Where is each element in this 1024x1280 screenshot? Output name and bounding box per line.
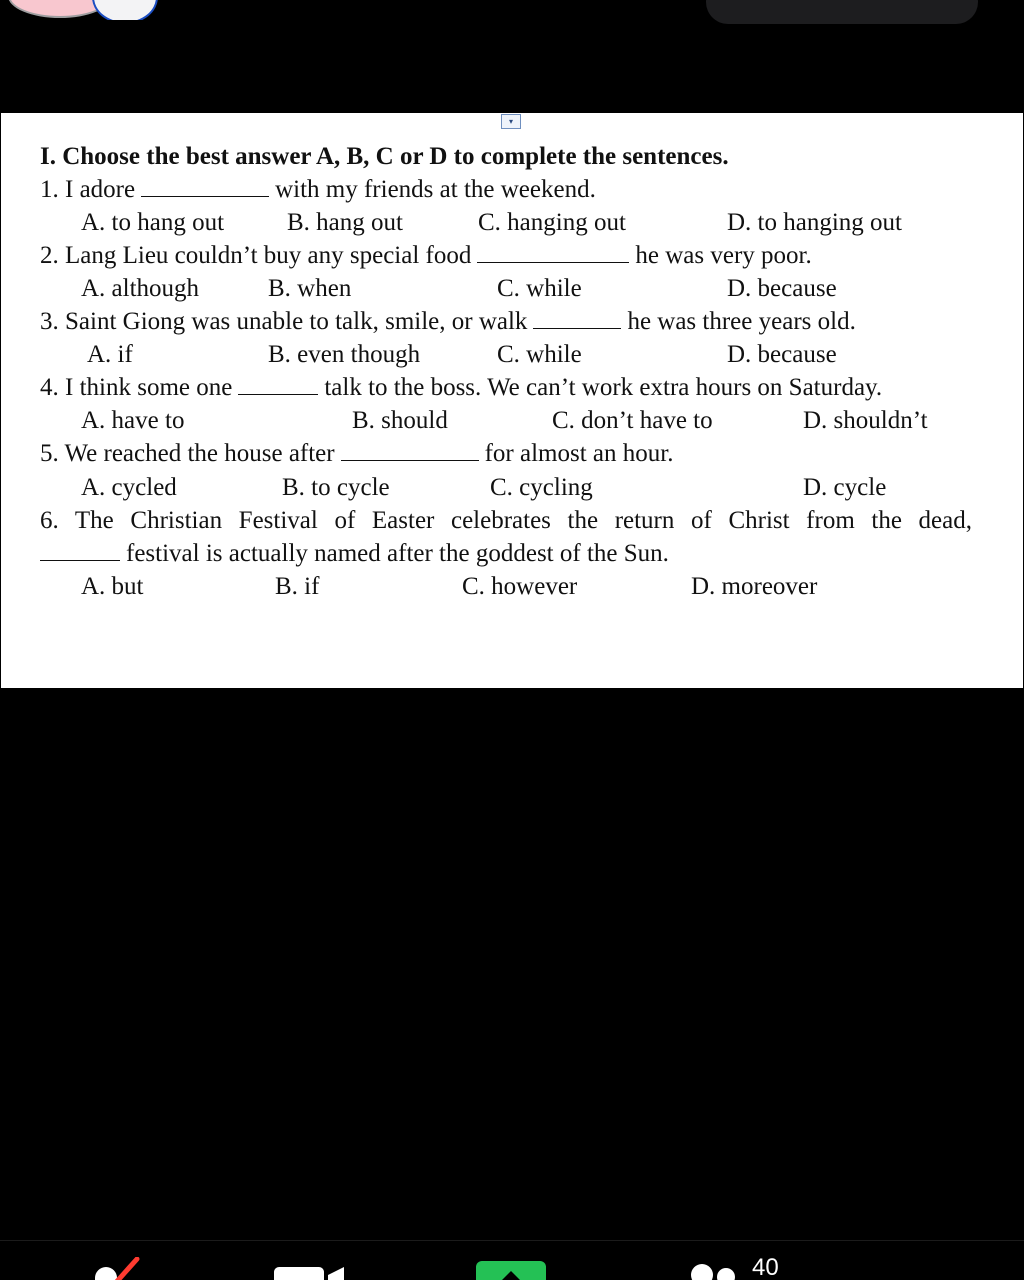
status-pill[interactable] [706, 0, 978, 24]
q3-option-c[interactable]: C. while [497, 341, 582, 368]
video-camera-icon [274, 1267, 346, 1280]
q1-option-b[interactable]: B. hang out [287, 209, 403, 236]
exercise-title: I. Choose the best answer A, B, C or D to complete the sentences. [40, 143, 729, 170]
question-2 [40, 239, 812, 272]
participants-button[interactable] [688, 1263, 748, 1280]
q4-option-a[interactable]: A. have to [81, 407, 185, 434]
question-3 [40, 305, 856, 338]
q6-option-d[interactable]: D. moreover [691, 573, 818, 600]
q5-option-c[interactable]: C. cycling [490, 474, 593, 501]
q3-option-a[interactable]: A. if [87, 341, 133, 368]
white-bubble [92, 0, 158, 20]
answer-blank [40, 538, 120, 561]
question-1-stem: 1. I adore [40, 176, 136, 203]
answer-blank [477, 240, 629, 263]
share-screen-button[interactable] [476, 1261, 546, 1280]
q2-option-d[interactable]: D. because [727, 275, 837, 302]
question-6-line-2 [40, 537, 669, 570]
question-6-end: festival is actually named after the goddest of the Sun. [126, 540, 669, 567]
question-2-end: he was very poor. [635, 242, 812, 269]
question-4-end: talk to the boss. We can’t work extra hours on Saturday. [324, 374, 883, 401]
q6-option-a[interactable]: A. but [81, 573, 144, 600]
q2-option-a[interactable]: A. although [81, 275, 200, 302]
q1-option-a[interactable]: A. to hang out [81, 209, 225, 236]
q1-option-d[interactable]: D. to hanging out [727, 209, 902, 236]
answer-blank [341, 438, 479, 461]
question-1-end: with my friends at the weekend. [275, 176, 596, 203]
question-4-stem: 4. I think some one [40, 374, 233, 401]
question-4 [40, 371, 882, 404]
question-1 [40, 173, 596, 206]
q4-option-c[interactable]: C. don’t have to [552, 407, 713, 434]
q5-option-a[interactable]: A. cycled [81, 474, 177, 501]
video-button[interactable] [274, 1267, 346, 1280]
q5-option-d[interactable]: D. cycle [803, 474, 887, 501]
q3-option-d[interactable]: D. because [727, 341, 837, 368]
question-5 [40, 437, 673, 470]
question-5-stem: 5. We reached the house after [40, 440, 335, 467]
question-5-end: for almost an hour. [484, 440, 674, 467]
answer-blank [238, 372, 318, 395]
move-handle-icon: ▾ [508, 117, 513, 126]
question-6-line-1: 6. The Christian Festival of Easter celebrates the return of Christ from the dead, [40, 507, 972, 534]
shared-document [1, 113, 1023, 688]
share-screen-icon [476, 1261, 546, 1280]
microphone-muted-icon [93, 1257, 145, 1280]
q6-option-c[interactable]: C. however [462, 573, 578, 600]
table-move-handle[interactable] [501, 114, 521, 129]
mute-button[interactable] [93, 1257, 145, 1280]
q4-option-b[interactable]: B. should [352, 407, 448, 434]
q1-option-c[interactable]: C. hanging out [478, 209, 626, 236]
q4-option-d[interactable]: D. shouldn’t [803, 407, 928, 434]
participants-count: 40 [752, 1254, 779, 1280]
question-3-end: he was three years old. [627, 308, 856, 335]
q2-option-c[interactable]: C. while [497, 275, 582, 302]
meeting-toolbar [0, 1240, 1024, 1280]
participants-icon [688, 1263, 748, 1280]
avatar-bubbles [0, 0, 160, 20]
q3-option-b[interactable]: B. even though [268, 341, 421, 368]
q2-option-b[interactable]: B. when [268, 275, 352, 302]
q5-option-b[interactable]: B. to cycle [282, 474, 390, 501]
question-2-stem: 2. Lang Lieu couldn’t buy any special food [40, 242, 472, 269]
question-3-stem: 3. Saint Giong was unable to talk, smile, or walk [40, 308, 528, 335]
q6-option-b[interactable]: B. if [275, 573, 320, 600]
answer-blank [533, 306, 621, 329]
answer-blank [141, 174, 269, 197]
